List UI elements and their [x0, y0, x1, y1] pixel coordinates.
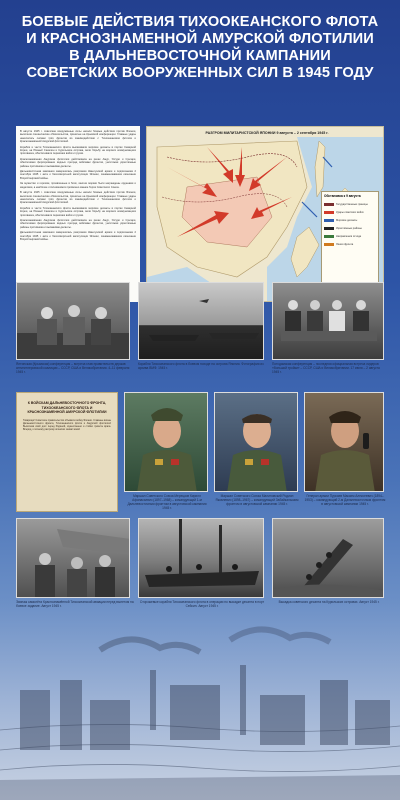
article-paragraph: Дальневосточная кампания завершилась разгромом Квантунской армии и подписанием 2 сентября 1945 г. акта о безоговорочной капитуляции Японии, ознаменовавшим окончание Второй мировой войны. [20, 170, 136, 180]
title-line: БОЕВЫЕ ДЕЙСТВИЯ ТИХООКЕАНСКОГО ФЛОТА [21, 14, 379, 30]
article-text [16, 126, 140, 302]
article-paragraph: В августе 1945 г. советские вооружённые силы начали боевые действия против Японии, выполняя союзнические обязательства, принятые на Крымской конференции. Главные удары наносились силами трёх фронтов во взаимодействии с Тихоокеанским флотом и Краснознамённой Амурской флотилией. [20, 191, 136, 205]
legend-swatch [324, 203, 334, 206]
boats-photo [138, 518, 264, 598]
pilots-caption: Экипаж самолёта Краснознамённой Тихоокеанской авиации перед вылетом на боевое задание. Август 1945 г. [16, 600, 134, 608]
article-paragraph: Дальневосточная кампания завершилась разгромом Квантунской армии и подписанием 2 сентября 1945 г. акта о безоговорочной капитуляции Японии, ознаменовавшим окончание Второй мировой войны. [20, 231, 136, 241]
potsdam-photo [272, 282, 384, 360]
ships-caption: Корабли Тихоокеанского флота в боевом походе на острова Японии. Фотография из архива ВМФ. 1945 г. [138, 362, 264, 370]
malinovsky-portrait [214, 392, 298, 492]
legend-label: Укреплённые районы [336, 226, 362, 230]
boats-caption: Сторожевые корабли Тихоокеанского флота в операции по высадке десанта в порт Сейсин. Август 1945 г. [139, 600, 265, 608]
meretskov-caption: Маршал Советского Союза Мерецков Кирилл Афанасьевич (1897–1968) – командующий 1-м Дальневосточным фронтом в августовской кампании 1945 г. [127, 494, 207, 510]
yalta-photo [16, 282, 130, 360]
legend-swatch [324, 243, 334, 246]
legend-swatch [324, 235, 334, 238]
legend-swatch [324, 211, 334, 214]
leaflet-document [16, 392, 118, 512]
ships-scene [139, 283, 264, 360]
legend-label: Направления отхода [336, 234, 362, 238]
article-paragraph: Корабли и части Тихоокеанского флота высаживали морские десанты в портах Северной Кореи, на Южный Сахалин и Курильские острова, вели борьбу на морских коммуникациях противника, обеспечивали перевозки войск и грузов. [20, 145, 136, 156]
yalta-caption: Ялтинская (Крымская) конференция – встреча глав правительств держав антигитлеровской коалиции – СССР, США и Великобритании. 4–11 февраля 1945 г. [16, 362, 130, 374]
poster-title [0, 14, 400, 82]
potsdam-figures [273, 283, 384, 360]
malinovsky-figure [215, 393, 298, 492]
campaign-map [146, 126, 384, 302]
legend-label: Морские десанты [336, 218, 358, 222]
boats-scene [139, 519, 264, 598]
legend-swatch [324, 219, 334, 222]
map-title: РАЗГРОМ МИЛИТАРИСТСКОЙ ЯПОНИИ 9 августа – 2 сентября 1945 г. [205, 131, 329, 135]
landing-photo [272, 518, 384, 598]
title-line: И КРАСНОЗНАМЕННОЙ АМУРСКОЙ ФЛОТИЛИИ [26, 31, 374, 47]
legend-item [324, 232, 376, 240]
purkaev-portrait [304, 392, 384, 492]
leaflet-text: Товарищи! Советское правительство объявило войну Японии. Славные воины Дальневосточного фронта, Тихоокеанского флота и Амурской флотилии! Выполняя свой долг перед Родиной, мужественно и стойко громите врага. Вперёд, к полному разгрому японских захватчиков! [23, 418, 111, 432]
malinovsky-caption: Маршал Советского Союза Малиновский Родион Яковлевич (1898–1967) – командующий Забайкальским фронтом в августовской кампании 1945 г. [215, 494, 299, 506]
pilots-scene [17, 519, 130, 598]
harbor-engraving [0, 610, 400, 800]
leaflet-heading: К ВОЙСКАМ ДАЛЬНЕВОСТОЧНОГО ФРОНТА, ТИХООКЕАНСКОГО ФЛОТА И КРАСНОЗНАМЕННОЙ АМУРСКОЙ ФЛОТИЛИИ [27, 401, 107, 414]
legend-title: Обстановка к 9 августа [324, 194, 361, 198]
legend-item [324, 200, 376, 208]
title-line: В ДАЛЬНЕВОСТОЧНОЙ КАМПАНИИ [69, 48, 331, 64]
legend-label: Линия фронта [336, 242, 354, 246]
purkaev-figure [305, 393, 384, 492]
meretskov-figure [125, 393, 208, 492]
ships-photo [138, 282, 264, 360]
legend-item [324, 224, 376, 232]
yalta-figures [17, 283, 130, 360]
article-paragraph: Краснознамённая Амурская флотилия действовала на реках Амур, Уссури и Сунгари, обеспечивая форсирование водных преград войсками фронтов, уничтожая укреплённые районы противника и высаживая десанты. [20, 157, 136, 168]
article-paragraph: В августе 1945 г. советские вооружённые силы начали боевые действия против Японии, выполняя союзнические обязательства, принятые на Крымской конференции. Главные удары наносились силами трёх фронтов во взаимодействии с Тихоокеанским флотом и Краснознамённой Амурской флотилией. [20, 130, 136, 144]
legend-item [324, 240, 376, 248]
landing-scene [273, 519, 384, 598]
legend-swatch [324, 227, 334, 230]
legend-item [324, 208, 376, 216]
pilots-photo [16, 518, 130, 598]
purkaev-caption: Генерал армии Пуркаев Максим Алексеевич (1894–1953) – командующий 2-м Дальневосточным фронтом в августовской кампании 1945 г. [304, 494, 386, 506]
article-paragraph: Корабли и части Тихоокеанского флота высаживали морские десанты в портах Северной Кореи, на Южный Сахалин и Курильские острова, вели борьбу на морских коммуникациях противника, обеспечивали перевозки войск и грузов. [20, 206, 136, 217]
legend-label: Государственные границы [336, 202, 368, 206]
meretskov-portrait [124, 392, 208, 492]
article-paragraph: Краснознамённая Амурская флотилия действовала на реках Амур, Уссури и Сунгари, обеспечивая форсирование водных преград войсками фронтов, уничтожая укреплённые районы противника и высаживая десанты. [20, 218, 136, 229]
landing-caption: Высадка советского десанта на Курильских островах. Август 1945 г. [278, 600, 380, 604]
legend-item [324, 216, 376, 224]
potsdam-caption: Потсдамская конференция – последняя официальная встреча лидеров «большой тройки» – СССР, США и Великобритании. 17 июля – 2 августа 1945 г. [272, 362, 380, 374]
legend-label: Удары советских войск [336, 210, 364, 214]
article-paragraph: За мужество и героизм, проявленные в боях, многие моряки были награждены орденами и медалями, а наиболее отличившимся присвоено звание Героя Советского Союза. [20, 182, 136, 189]
title-line: СОВЕТСКИХ ВООРУЖЕННЫХ СИЛ В 1945 ГОДУ [26, 65, 374, 81]
